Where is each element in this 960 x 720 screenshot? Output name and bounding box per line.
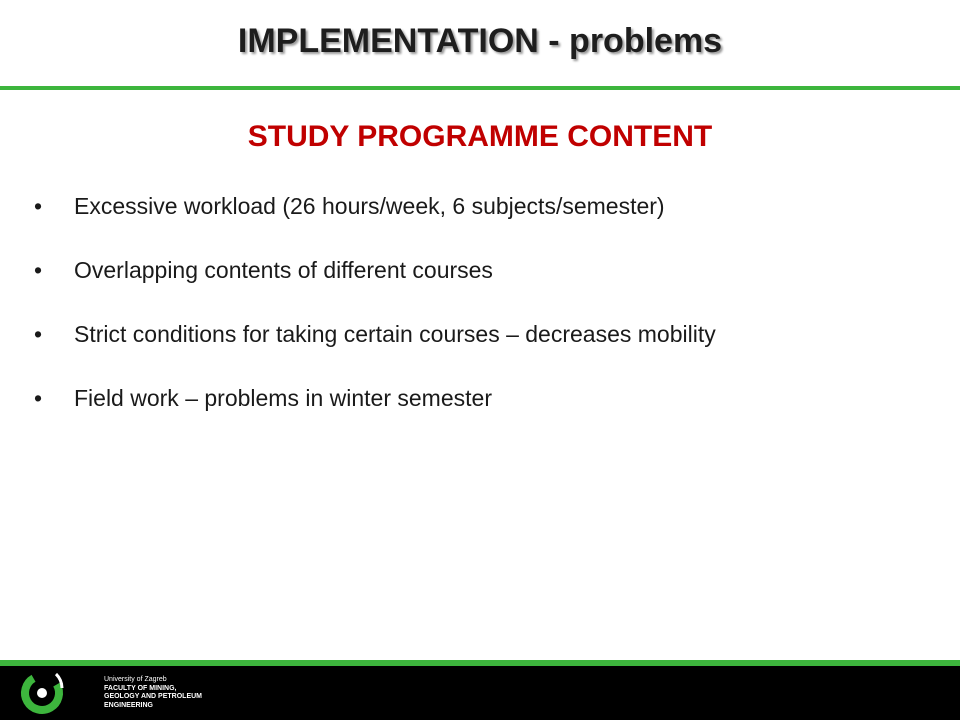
bullet-list — [34, 176, 934, 432]
bullet-text: Field work – problems in winter semester — [74, 385, 492, 411]
faculty-name-line: FACULTY OF MINING, — [104, 684, 177, 692]
bullet-text: Strict conditions for taking certain courses – decreases mobility — [74, 321, 716, 347]
bullet-item — [34, 176, 934, 236]
bullet-item — [34, 240, 934, 300]
footer-bar — [0, 666, 960, 720]
bullet-text: Excessive workload (26 hours/week, 6 subjects/semester) — [74, 193, 665, 219]
section-heading: STUDY PROGRAMME CONTENT — [247, 120, 713, 153]
university-name: University of Zagreb — [104, 676, 167, 683]
bullet-text: Overlapping contents of different courses — [74, 257, 493, 283]
faculty-name-line: GEOLOGY AND PETROLEUM — [104, 693, 203, 700]
slide-title: IMPLEMENTATION - problems — [237, 22, 723, 60]
bullet-item — [34, 368, 934, 428]
bullet-marker: • — [34, 321, 43, 347]
bullet-marker: • — [34, 257, 43, 283]
bullet-item — [34, 304, 934, 364]
title-divider — [0, 86, 960, 90]
faculty-name-line: ENGINEERING — [104, 701, 154, 709]
bullet-marker: • — [34, 193, 43, 219]
institution-name — [104, 676, 202, 710]
faculty-logo-icon — [16, 666, 76, 720]
bullet-marker: • — [34, 385, 43, 411]
